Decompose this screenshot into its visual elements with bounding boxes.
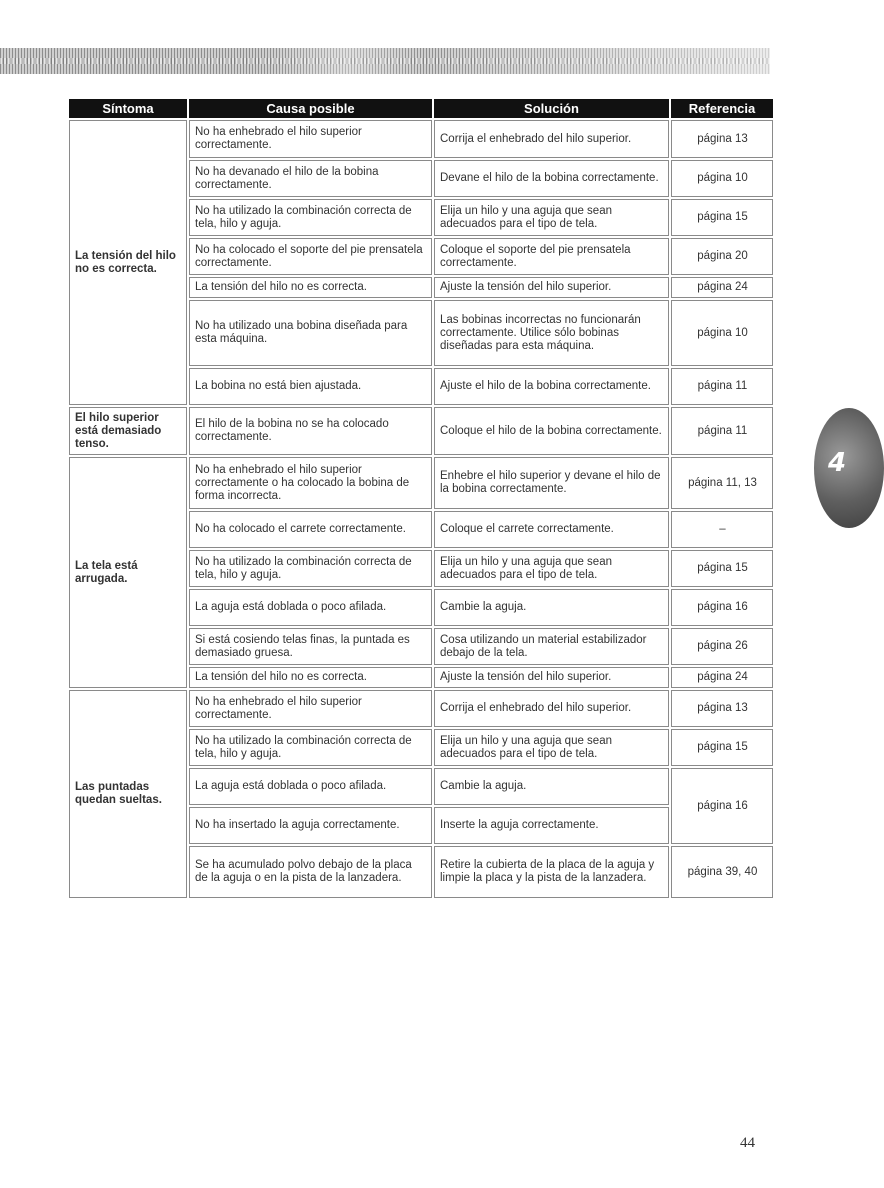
header-solucion: Solución <box>434 99 669 118</box>
solution-cell: Las bobinas incorrectas no funcionarán correctamente. Utilice sólo bobinas diseñadas para esta máquina. <box>434 300 669 366</box>
reference-cell: página 11 <box>671 368 773 405</box>
solution-cell: Elija un hilo y una aguja que sean adecuados para el tipo de tela. <box>434 199 669 236</box>
solution-cell: Elija un hilo y una aguja que sean adecuados para el tipo de tela. <box>434 550 669 587</box>
reference-cell: página 15 <box>671 550 773 587</box>
solution-cell: Cambie la aguja. <box>434 768 669 805</box>
solution-cell: Cosa utilizando un material estabilizador debajo de la tela. <box>434 628 669 665</box>
reference-cell: página 10 <box>671 300 773 366</box>
table-row <box>69 407 773 455</box>
reference-cell: página 24 <box>671 667 773 688</box>
table-header-row <box>69 99 773 118</box>
reference-cell: página 13 <box>671 120 773 158</box>
cause-cell: No ha insertado la aguja correctamente. <box>189 807 432 844</box>
solution-cell: Cambie la aguja. <box>434 589 669 626</box>
cause-cell: No ha enhebrado el hilo superior correctamente o ha colocado la bobina de forma incorrecta. <box>189 457 432 509</box>
cause-cell: El hilo de la bobina no se ha colocado correctamente. <box>189 407 432 455</box>
solution-cell: Devane el hilo de la bobina correctamente. <box>434 160 669 197</box>
solution-cell: Retire la cubierta de la placa de la aguja y limpie la placa y la pista de la lanzadera. <box>434 846 669 898</box>
reference-cell: página 10 <box>671 160 773 197</box>
reference-cell: página 15 <box>671 729 773 766</box>
solution-cell: Elija un hilo y una aguja que sean adecuados para el tipo de tela. <box>434 729 669 766</box>
symptom-cell: El hilo superior está demasiado tenso. <box>69 407 187 455</box>
cause-cell: No ha utilizado la combinación correcta de tela, hilo y aguja. <box>189 729 432 766</box>
cause-cell: La tensión del hilo no es correcta. <box>189 277 432 298</box>
reference-cell: página 16 <box>671 589 773 626</box>
cause-cell: No ha utilizado una bobina diseñada para esta máquina. <box>189 300 432 366</box>
solution-cell: Corrija el enhebrado del hilo superior. <box>434 690 669 727</box>
cause-cell: No ha devanado el hilo de la bobina correctamente. <box>189 160 432 197</box>
table-row <box>69 457 773 509</box>
solution-cell: Coloque el hilo de la bobina correctamente. <box>434 407 669 455</box>
cause-cell: Si está cosiendo telas finas, la puntada es demasiado gruesa. <box>189 628 432 665</box>
reference-cell: página 11 <box>671 407 773 455</box>
solution-cell: Ajuste la tensión del hilo superior. <box>434 667 669 688</box>
cause-cell: La aguja está doblada o poco afilada. <box>189 589 432 626</box>
symptom-cell: La tensión del hilo no es correcta. <box>69 120 187 405</box>
header-sintoma: Síntoma <box>69 99 187 118</box>
cause-cell: La tensión del hilo no es correcta. <box>189 667 432 688</box>
reference-cell: página 39, 40 <box>671 846 773 898</box>
solution-cell: Ajuste el hilo de la bobina correctamente. <box>434 368 669 405</box>
cause-cell: No ha utilizado la combinación correcta de tela, hilo y aguja. <box>189 199 432 236</box>
header-causa: Causa posible <box>189 99 432 118</box>
reference-cell: página 16 <box>671 768 773 844</box>
header-decorative-band <box>0 48 770 74</box>
solution-cell: Ajuste la tensión del hilo superior. <box>434 277 669 298</box>
reference-cell: página 15 <box>671 199 773 236</box>
chapter-number: 4 <box>827 448 847 478</box>
cause-cell: La bobina no está bien ajustada. <box>189 368 432 405</box>
reference-cell: página 11, 13 <box>671 457 773 509</box>
cause-cell: No ha colocado el carrete correctamente. <box>189 511 432 548</box>
cause-cell: No ha utilizado la combinación correcta de tela, hilo y aguja. <box>189 550 432 587</box>
cause-cell: No ha colocado el soporte del pie prensatela correctamente. <box>189 238 432 275</box>
symptom-cell: Las puntadas quedan sueltas. <box>69 690 187 898</box>
cause-cell: No ha enhebrado el hilo superior correctamente. <box>189 690 432 727</box>
table-row <box>69 690 773 727</box>
reference-cell: página 26 <box>671 628 773 665</box>
table-row <box>69 120 773 158</box>
troubleshooting-table <box>67 97 775 900</box>
solution-cell: Coloque el soporte del pie prensatela correctamente. <box>434 238 669 275</box>
reference-cell: – <box>671 511 773 548</box>
cause-cell: La aguja está doblada o poco afilada. <box>189 768 432 805</box>
solution-cell: Corrija el enhebrado del hilo superior. <box>434 120 669 158</box>
reference-cell: página 20 <box>671 238 773 275</box>
cause-cell: No ha enhebrado el hilo superior correctamente. <box>189 120 432 158</box>
page-number: 44 <box>740 1135 755 1151</box>
solution-cell: Enhebre el hilo superior y devane el hilo de la bobina correctamente. <box>434 457 669 509</box>
reference-cell: página 13 <box>671 690 773 727</box>
reference-cell: página 24 <box>671 277 773 298</box>
solution-cell: Coloque el carrete correctamente. <box>434 511 669 548</box>
symptom-cell: La tela está arrugada. <box>69 457 187 688</box>
cause-cell: Se ha acumulado polvo debajo de la placa de la aguja o en la pista de la lanzadera. <box>189 846 432 898</box>
header-referencia: Referencia <box>671 99 773 118</box>
solution-cell: Inserte la aguja correctamente. <box>434 807 669 844</box>
